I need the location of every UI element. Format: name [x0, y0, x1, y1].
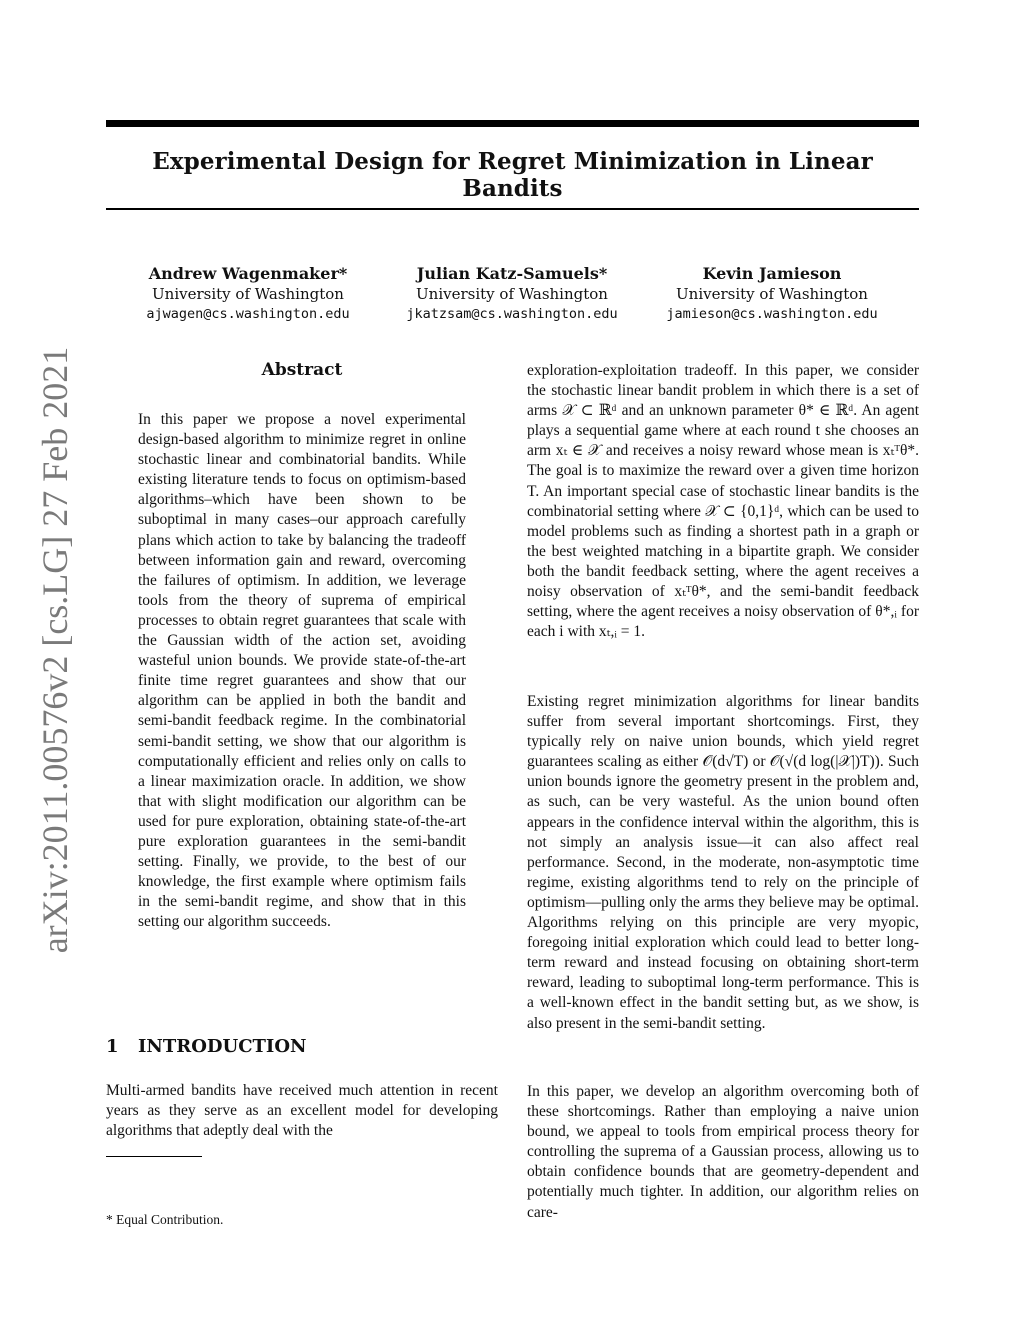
author-email: jamieson@cs.washington.edu	[666, 306, 878, 322]
author-block-1	[128, 264, 368, 324]
section-heading	[106, 1036, 307, 1057]
section-title: INTRODUCTION	[138, 1036, 307, 1057]
section-number: 1	[106, 1036, 119, 1057]
arxiv-identifier-stamp: arXiv:2011.00576v2 [cs.LG] 27 Feb 2021	[35, 346, 75, 954]
author-name: Andrew Wagenmaker*	[148, 264, 348, 283]
paper-title: Experimental Design for Regret Minimization in Linear Bandits	[152, 148, 873, 202]
title-rule-bottom	[106, 208, 919, 210]
intro-paragraph-right-2: Existing regret minimization algorithms for linear bandits suffer from several important shortcomings. First, they typically rely on naive union bounds, which yield regret guarantees scaling as either 𝒪(d√T) or 𝒪(√(d log(|𝒳|)T)). Such union bounds ignore the geometry present in the problem and, as such, can be very wasteful. As the union bound often appears in the confidence interval within the algorithm, this is not simply an analysis issue—it can also affect real performance. Second, in the moderate, non-asymptotic time regime, existing algorithms tend to rely on the principle of optimism—pulling only the arms they believe may be optimal. Algorithms relying on this principle are very myopic, foregoing initial exploration which could lead to better long-term reward and instead focusing on obtaining short-term reward, leading to suboptimal long-term performance. This is a well-known effect in the bandit setting but, as we show, is also present in the semi-bandit setting.	[527, 693, 919, 1032]
title-rule-top	[106, 120, 919, 127]
abstract-text: In this paper we propose a novel experimental design-based algorithm to minimize regret in online stochastic linear and combinatorial bandits. While existing literature tends to focus on optimism-based algorithms–which have been shown to be suboptimal in many cases–our approach carefully plans which action to take by balancing the tradeoff between information gain and reward, overcoming the failures of optimism. In addition, we leverage tools from the theory of suprema of empirical processes to obtain regret guarantees that scale with the Gaussian width of the action set, avoiding wasteful union bounds. We provide state-of-the-art finite time regret guarantees and show that our algorithm can be applied in both the bandit and semi-bandit feedback regime. In the combinatorial semi-bandit setting, we show that our algorithm is computationally efficient and relies only on calls to a linear maximization oracle. In addition, we show that with slight modification our algorithm can be used for pure exploration, obtaining state-of-the-art pure exploration guarantees in the semi-bandit setting. Finally, we provide, to the best of our knowledge, the first example where optimism fails in the semi-bandit regime, and show that in this setting our algorithm succeeds.	[138, 411, 466, 931]
intro-paragraph-right-3: In this paper, we develop an algorithm overcoming both of these shortcomings. Rather than employing a naive union bound, we appeal to tools from empirical process theory for controlling the suprema of a Gaussian process, allowing us to obtain confidence bounds that are geometry-dependent and potentially much tighter. In addition, our algorithm relies on care-	[527, 1083, 919, 1221]
abstract-heading: Abstract	[261, 360, 343, 380]
author-email: ajwagen@cs.washington.edu	[146, 306, 350, 322]
author-name: Kevin Jamieson	[702, 264, 842, 283]
intro-paragraph-left: Multi-armed bandits have received much attention in recent years as they serve as an excellent model for developing algorithms that adeptly deal with the	[106, 1082, 498, 1140]
footnote-rule	[106, 1156, 202, 1157]
author-block-2	[387, 264, 637, 324]
author-affiliation: University of Washington	[676, 285, 868, 303]
author-affiliation: University of Washington	[152, 285, 344, 303]
footnote: * Equal Contribution.	[106, 1212, 224, 1227]
intro-paragraph-right-1: exploration-exploitation tradeoff. In this paper, we consider the stochastic linear bandit problem in which there is a set of arms 𝒳 ⊂ ℝᵈ and an unknown parameter θ* ∈ ℝᵈ. An agent plays a sequential game where at each round t she chooses an arm xₜ ∈ 𝒳 and receives a noisy reward whose mean is xₜᵀθ*. The goal is to maximize the reward over a given time horizon T. An important special case of stochastic linear bandits is the combinatorial setting where 𝒳 ⊂ {0,1}ᵈ, which can be used to model problems such as finding a shortest path in a graph or the best weighted matching in a bipartite graph. We consider both the bandit feedback setting, where the agent receives a noisy observation of xₜᵀθ*, and the semi-bandit feedback setting, where the agent receives a noisy observation of θ*,ᵢ for each i with xₜ,ᵢ = 1.	[527, 362, 919, 641]
author-name: Julian Katz-Samuels*	[416, 264, 608, 283]
author-affiliation: University of Washington	[416, 285, 608, 303]
author-block-3	[652, 264, 892, 324]
author-email: jkatzsam@cs.washington.edu	[406, 306, 618, 322]
